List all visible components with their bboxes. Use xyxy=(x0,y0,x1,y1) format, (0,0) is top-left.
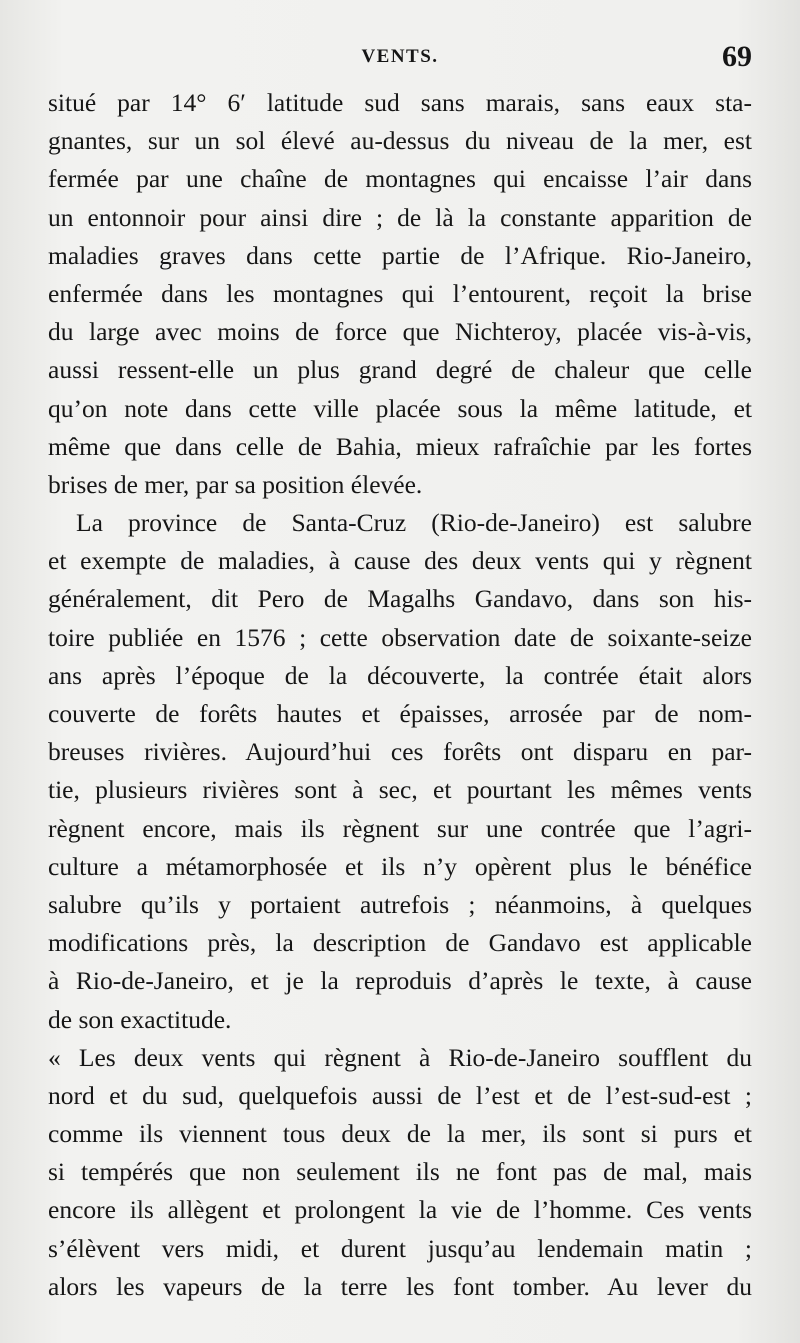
text-line: un entonnoir pour ainsi dire ; de là la constante apparition de xyxy=(48,202,752,232)
text-line: nord et du sud, quelquefois aussi de l’est et de l’est-sud-est ; xyxy=(48,1080,752,1110)
paragraph-start-line: La province de Santa-Cruz (Rio-de-Janeiro) est salubre xyxy=(76,508,752,538)
text-line: couverte de forêts hautes et épaisses, arrosée par de nom- xyxy=(48,699,752,728)
text-line: même que dans celle de Bahia, mieux rafraîchie par les fortes xyxy=(48,431,752,461)
text-line: encore ils allègent et prolongent la vie de l’homme. Ces vents xyxy=(48,1195,752,1225)
text-line: salubre qu’ils y portaient autrefois ; néanmoins, à quelques xyxy=(48,889,752,919)
text-line: modifications près, la description de Gandavo est applicable xyxy=(48,928,752,958)
text-line: maladies graves dans cette partie de l’Afrique. Rio-Janeiro, xyxy=(48,240,752,270)
text-line: à Rio-de-Janeiro, et je la reproduis d’après le texte, à cause xyxy=(48,966,752,996)
paragraph-end-line: de son exactitude. xyxy=(48,1004,232,1034)
text-line: s’élèvent vers midi, et durent jusqu’au lendemain matin ; xyxy=(48,1233,752,1263)
text-line: alors les vapeurs de la terre les font tomber. Au lever du xyxy=(48,1271,752,1301)
text-line: situé par 14° 6′ latitude sud sans marais, sans eaux sta- xyxy=(48,88,752,117)
text-line: tie, plusieurs rivières sont à sec, et pourtant les mêmes vents xyxy=(48,775,752,805)
paragraph-end-line: brises de mer, par sa position élevée. xyxy=(48,469,423,499)
text-line: comme ils viennent tous deux de la mer, ils sont si purs et xyxy=(48,1119,752,1149)
text-line: breuses rivières. Aujourd’hui ces forêts ont disparu en par- xyxy=(48,737,752,767)
quote-start-line: « Les deux vents qui règnent à Rio-de-Janeiro soufflent du xyxy=(48,1042,752,1072)
text-line: du large avec moins de force que Nichteroy, placée vis-à-vis, xyxy=(48,317,752,347)
text-line: culture a métamorphosée et ils n’y opèrent plus le bénéfice xyxy=(48,851,752,881)
running-title: VENTS. xyxy=(361,46,439,67)
text-line: si tempérés que non seulement ils ne font pas de mal, mais xyxy=(48,1157,752,1187)
page-number: 69 xyxy=(722,40,752,73)
text-line: fermée par une chaîne de montagnes qui encaisse l’air dans xyxy=(48,164,752,194)
text-line: ans après l’époque de la découverte, la contrée était alors xyxy=(48,660,752,690)
running-head xyxy=(0,40,800,84)
text-line: règnent encore, mais ils règnent sur une contrée que l’agri- xyxy=(48,813,752,843)
text-line: gnantes, sur un sol élevé au-dessus du niveau de la mer, est xyxy=(48,126,752,156)
text-line: toire publiée en 1576 ; cette observation date de soixante-seize xyxy=(48,622,752,652)
text-line: généralement, dit Pero de Magalhs Gandavo, dans son his- xyxy=(48,584,752,614)
text-line: qu’on note dans cette ville placée sous la même latitude, et xyxy=(48,393,752,423)
body-text xyxy=(48,84,752,1306)
text-line: aussi ressent-elle un plus grand degré de chaleur que celle xyxy=(48,355,752,385)
text-line: enfermée dans les montagnes qui l’entourent, reçoit la brise xyxy=(48,278,752,308)
text-line: et exempte de maladies, à cause des deux vents qui y règnent xyxy=(48,546,752,576)
